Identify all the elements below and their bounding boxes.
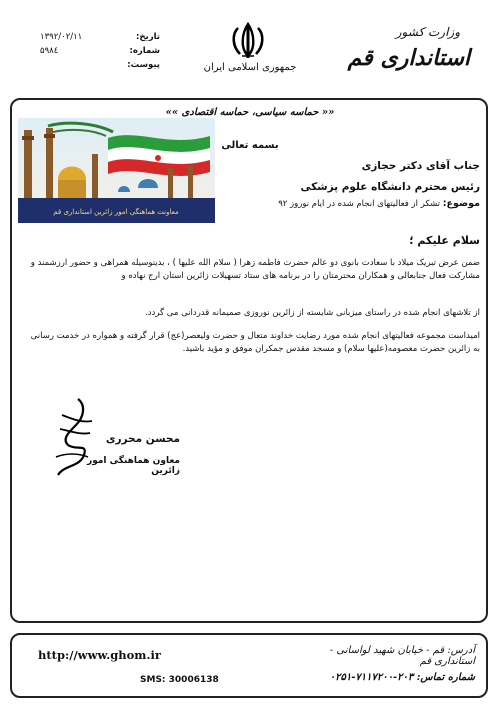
bismillah: بسمه تعالی bbox=[221, 140, 279, 151]
website-link[interactable]: http://www.ghom.ir bbox=[38, 648, 161, 662]
letter-meta bbox=[40, 30, 160, 72]
meta-date-value: ۱۳۹۲/۰۲/۱۱ bbox=[40, 32, 83, 42]
subject-label: موضوع: bbox=[442, 198, 480, 209]
footer-sms: SMS: 30006138 bbox=[140, 675, 219, 685]
meta-number-label: شماره: bbox=[129, 46, 160, 56]
meta-attachment bbox=[40, 58, 160, 72]
meta-number bbox=[40, 44, 160, 58]
subject-line bbox=[220, 198, 480, 209]
meta-date-label: تاریخ: bbox=[136, 32, 160, 42]
banner-caption: معاونت هماهنگی امور زائرین استانداری قم bbox=[53, 208, 179, 216]
shrine-banner-image bbox=[18, 118, 215, 223]
footer-address: آدرس: قم - خیابان شهید لواسانی - استانداری قم bbox=[329, 645, 475, 667]
addressee-name: جناب آقای دکتر حجازی bbox=[361, 160, 480, 172]
meta-date bbox=[40, 30, 160, 44]
slogan: «« حماسه سیاسی، حماسه اقتصادی »» bbox=[165, 107, 335, 118]
subject-text: تشکر از فعالیتهای انجام شده در ایام نوروز ۹۲ bbox=[278, 199, 441, 209]
meta-attachment-label: پیوست: bbox=[127, 60, 160, 70]
greeting: سلام علیکم ؛ bbox=[409, 234, 480, 247]
signer-name: محسن محرری bbox=[105, 433, 180, 445]
republic-title: جمهوری اسلامی ایران bbox=[203, 62, 297, 73]
body-paragraph-2: از تلاشهای انجام شده در راستای میزبانی شایسته از زائرین نوروزی صمیمانه قدردانی می گردد. bbox=[145, 308, 480, 318]
body-paragraph-3: امیداست مجموعه فعالیتهای انجام شده مورد رضایت خداوند متعال و حضرت ولیعصر(عج) قرار گرفته و همواره در خدمت رسانی به زائرین حضرت معصومه(علیها سلام) و مسجد مقدس جمکران موفق و مؤید باشید. bbox=[30, 331, 480, 354]
footer-phone: شماره تماس: ۲۰۳-۷۱۱۷۲۰۰-۰۲۵۱ bbox=[329, 672, 475, 683]
ministry-name: وزارت کشور bbox=[395, 25, 460, 39]
meta-number-value: ۵۹۸٤ bbox=[40, 46, 59, 56]
iran-emblem-icon bbox=[226, 20, 270, 60]
signer-title: معاون هماهنگی امور زائرین bbox=[87, 456, 180, 476]
addressee-title: رئیس محترم دانشگاه علوم پزشکی bbox=[300, 181, 480, 193]
body-paragraph-1: ضمن عرض تبریک میلاد با سعادت بانوی دو عالم حضرت فاطمه زهرا ( سلام الله علیها ) ، بدینوسیله همراهی و حضور ارزشمند و مشارکت فعال جنابعالی و همکاران محترمتان را در برنامه های ستاد تسهیلات زائرین استان ارج نهاده و bbox=[30, 258, 480, 281]
governorate-name: استانداری قم bbox=[347, 45, 470, 71]
